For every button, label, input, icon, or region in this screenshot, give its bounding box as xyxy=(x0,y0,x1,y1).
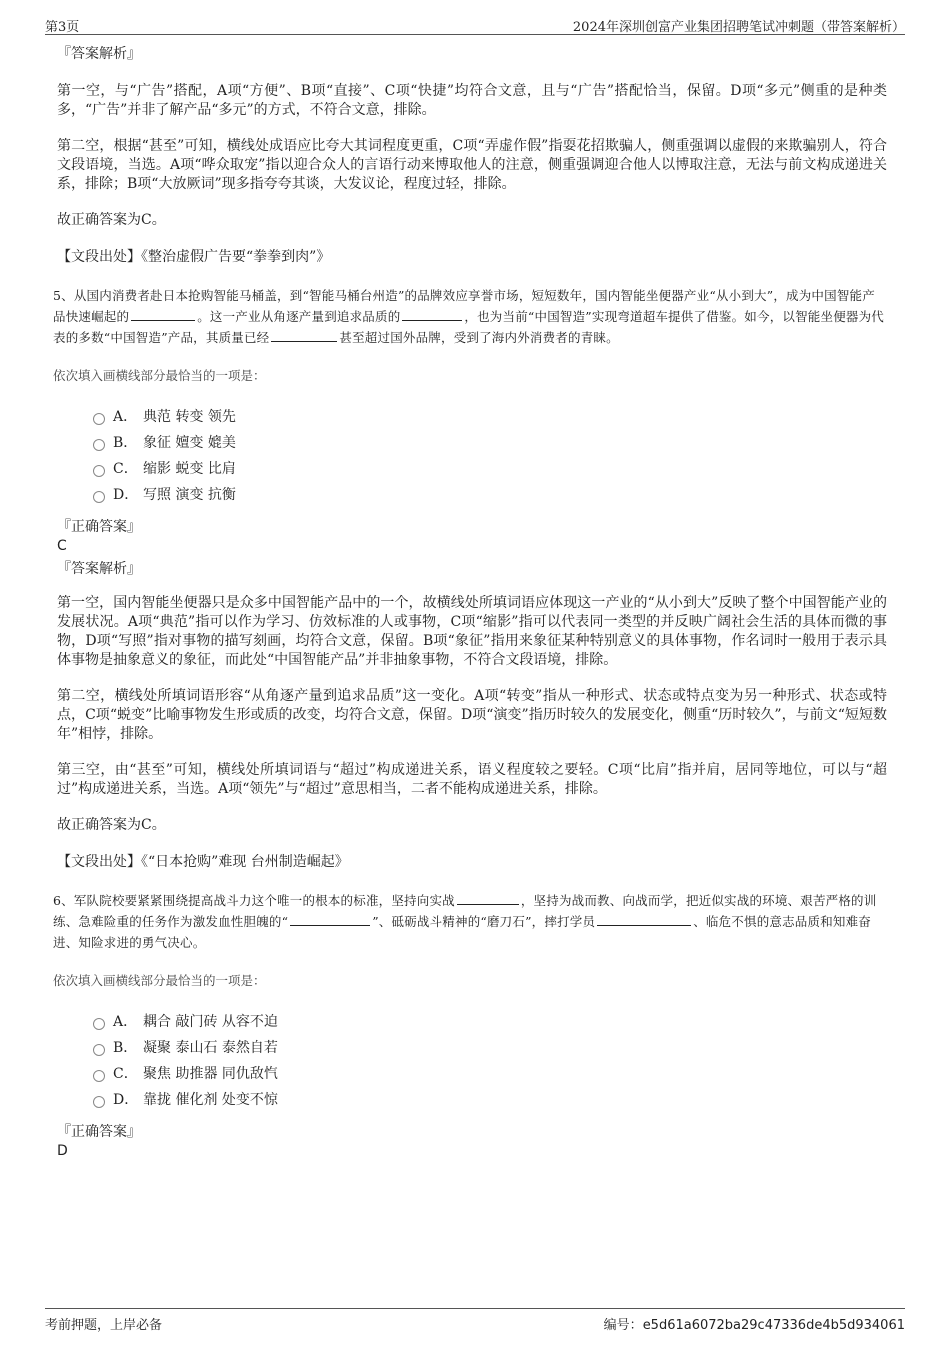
fill-blank xyxy=(457,891,519,905)
question-6-stem: 6、军队院校要紧紧围绕提高战斗力这个唯一的根本的标准，坚持向实战 ，坚持为战而教、向战而学，把近似实战的环境、艰苦严格的训练、急难险重的任务作为激发血性胆魄的“ ”、砥砺战斗精神的“磨刀石”，摔打学员 、临危不惧的意志品质和知难奋进、知险求进的勇气决心。 xyxy=(53,893,877,950)
radio-icon[interactable] xyxy=(93,1096,105,1108)
document-title: 2024年深圳创富产业集团招聘笔试冲刺题（带答案解析） xyxy=(572,20,905,35)
radio-icon[interactable] xyxy=(93,1044,105,1056)
fill-blank xyxy=(131,307,195,321)
radio-icon[interactable] xyxy=(93,1018,105,1030)
fill-blank xyxy=(290,912,370,926)
correct-answer: D xyxy=(57,1143,68,1159)
fill-blank xyxy=(271,328,337,342)
radio-icon[interactable] xyxy=(93,1070,105,1082)
question-instruction: 依次填入画横线部分最恰当的一项是： xyxy=(53,368,266,383)
option-d[interactable]: D． 写照 演变 抗衡 xyxy=(93,482,887,508)
analysis-tag: 『答案解析』 xyxy=(57,46,141,62)
analysis-paragraph: 第二空，根据“甚至”可知，横线处成语应比夸大其词程度更重，C项“弄虚作假”指耍花招欺骗人，侧重强调以虚假的来欺骗别人，符合文段语境，当选。A项“哗众取宠”指以迎合众人的言语行动来博取他人的注意，侧重强调迎合他人以博取注意，无法与前文构成递进关系，排除；B项“大放厥词”现多指夸夸其谈，大发议论，程度过轻，排除。 xyxy=(57,138,887,192)
option-a[interactable]: A． 耦合 敲门砖 从容不迫 xyxy=(93,1009,887,1035)
document-body xyxy=(53,44,887,1164)
source-citation: 【文段出处】《“日本抢购”难现 台州制造崛起》 xyxy=(57,854,349,870)
analysis-paragraph: 第一空，与“广告”搭配，A项“方便”、B项“直接”、C项“快捷”均符合文意，且与“广告”搭配恰当，保留。D项“多元”侧重的是种类多，“广告”并非了解产品“多元”的方式，不符合文意，排除。 xyxy=(57,83,887,118)
option-c[interactable]: C． 缩影 蜕变 比肩 xyxy=(93,456,887,482)
answer-tag: 『正确答案』 xyxy=(57,519,141,535)
document-code: 编号：e5d61a6072ba29c47336de4b5d934061 xyxy=(603,1318,905,1333)
radio-icon[interactable] xyxy=(93,439,105,451)
analysis-paragraph: 第二空，横线处所填词语形容“从角逐产量到追求品质”这一变化。A项“转变”指从一种形式、状态或特点变为另一种形式、状态或特点，C项“蜕变”比喻事物发生形或质的改变，均符合文意，保留。D项“演变”指历时较久的发展变化，侧重“历时较久”，与前文“短短数年”相悖，排除。 xyxy=(57,688,887,742)
analysis-conclusion: 故正确答案为C。 xyxy=(57,817,166,833)
question-5-options xyxy=(93,404,887,508)
option-b[interactable]: B． 象征 嬗变 媲美 xyxy=(93,430,887,456)
option-a[interactable]: A． 典范 转变 领先 xyxy=(93,404,887,430)
page-number: 第3页 xyxy=(45,20,80,35)
page-footer xyxy=(45,1308,905,1331)
option-d[interactable]: D． 靠拢 催化剂 处变不惊 xyxy=(93,1087,887,1113)
question-6-options xyxy=(93,1009,887,1113)
option-b[interactable]: B． 凝聚 泰山石 泰然自若 xyxy=(93,1035,887,1061)
option-c[interactable]: C． 聚焦 助推器 同仇敌忾 xyxy=(93,1061,887,1087)
analysis-conclusion: 故正确答案为C。 xyxy=(57,212,166,228)
question-5-stem: 5、从国内消费者赴日本抢购智能马桶盖，到“智能马桶台州造”的品牌效应享誉市场，短短数年，国内智能坐便器产业“从小到大”，成为中国智能产品快速崛起的 。这一产业从角逐产量到追求品质的 ，也为当前“中国智造”实现弯道超车提供了借鉴。如今，以智能坐便器为代表的多数“中国智造”产品，其质量已经 甚至超过国外品牌，受到了海内外消费者的青睐。 xyxy=(53,288,884,345)
source-citation: 【文段出处】《整治虚假广告要“拳拳到肉”》 xyxy=(57,249,331,265)
correct-answer: C xyxy=(57,538,67,554)
radio-icon[interactable] xyxy=(93,491,105,503)
question-instruction: 依次填入画横线部分最恰当的一项是： xyxy=(53,973,266,988)
fill-blank xyxy=(597,912,691,926)
answer-tag: 『正确答案』 xyxy=(57,1124,141,1140)
analysis-tag: 『答案解析』 xyxy=(57,561,141,577)
radio-icon[interactable] xyxy=(93,465,105,477)
fill-blank xyxy=(402,307,462,321)
analysis-paragraph: 第一空，国内智能坐便器只是众多中国智能产品中的一个，故横线处所填词语应体现这一产业的“从小到大”反映了整个中国智能产业的发展状况。A项“典范”指可以作为学习、仿效标准的人或事物，C项“缩影”指可以代表同一类型的并反映广阔社会生活的具体而微的事物，D项“写照”指对事物的描写刻画，均符合文意，保留。B项“象征”指用来象征某种特别意义的具体事物，作名词时一般用于表示具体事物是抽象意义的象征，而此处“中国智能产品”并非抽象事物，不符合文段语境，排除。 xyxy=(57,595,887,668)
page-header xyxy=(45,14,905,35)
analysis-paragraph: 第三空，由“甚至”可知，横线处所填词语与“超过”构成递进关系，语义程度较之要轻。C项“比肩”指并肩，居同等地位，可以与“超过”构成递进关系，当选。A项“领先”与“超过”意思相当，二者不能构成递进关系，排除。 xyxy=(57,762,887,797)
footer-slogan: 考前押题，上岸必备 xyxy=(45,1318,163,1333)
radio-icon[interactable] xyxy=(93,413,105,425)
